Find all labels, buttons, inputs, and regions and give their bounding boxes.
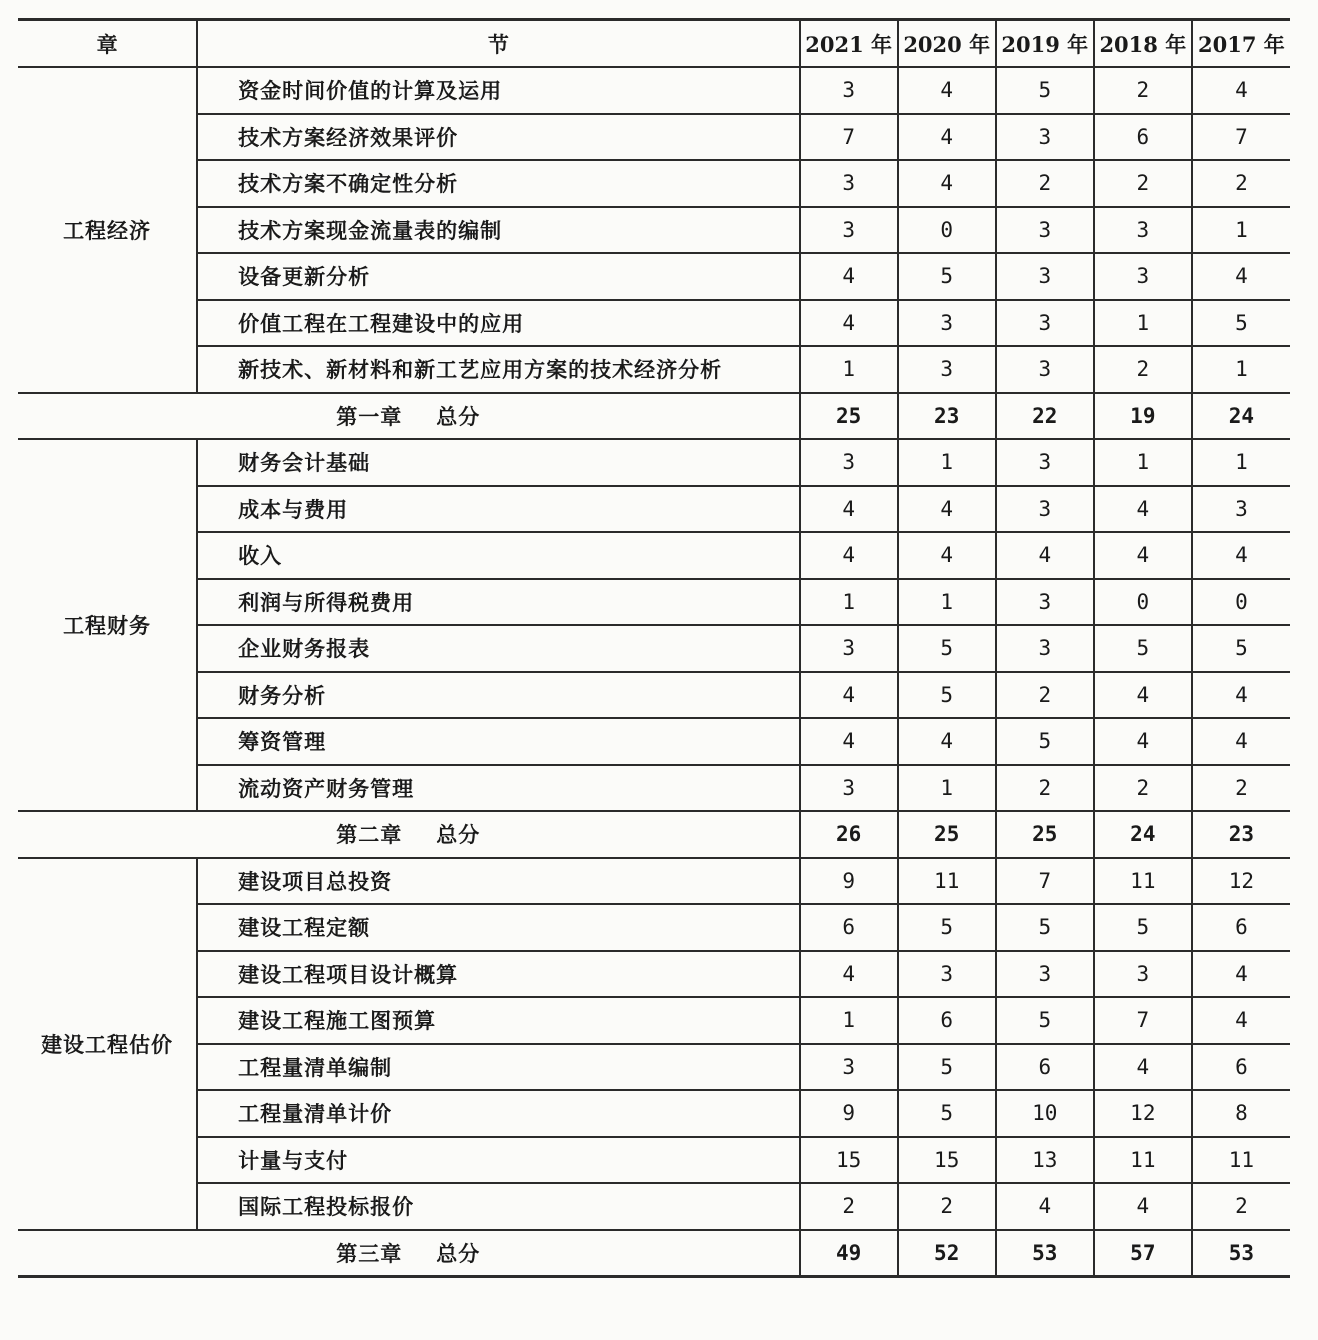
score-cell: 1 [1094, 300, 1192, 347]
score-cell: 4 [800, 486, 898, 533]
table-body [18, 67, 1290, 1277]
score-cell: 6 [1192, 904, 1290, 951]
score-cell: 7 [800, 114, 898, 161]
score-cell: 3 [898, 346, 996, 393]
score-cell: 3 [996, 346, 1094, 393]
score-cell: 4 [898, 160, 996, 207]
chapter-name: 工程财务 [18, 439, 197, 811]
section-name: 设备更新分析 [197, 253, 799, 300]
table-row [18, 951, 1290, 998]
table-row [18, 904, 1290, 951]
table-row [18, 718, 1290, 765]
score-cell: 3 [1094, 951, 1192, 998]
header-year-2017: 2017 年 [1192, 20, 1290, 68]
section-name: 工程量清单计价 [197, 1090, 799, 1137]
score-cell: 7 [1094, 997, 1192, 1044]
score-cell: 4 [800, 951, 898, 998]
score-cell: 3 [800, 765, 898, 812]
score-cell: 12 [1192, 858, 1290, 905]
score-cell: 4 [800, 718, 898, 765]
score-cell: 7 [1192, 114, 1290, 161]
table-row [18, 579, 1290, 626]
score-cell: 4 [800, 253, 898, 300]
score-distribution-table [18, 18, 1290, 1278]
score-cell: 5 [898, 904, 996, 951]
total-cell: 53 [1192, 1230, 1290, 1277]
score-cell: 5 [1094, 625, 1192, 672]
score-cell: 3 [996, 114, 1094, 161]
total-cell: 52 [898, 1230, 996, 1277]
score-cell: 3 [800, 160, 898, 207]
score-cell: 4 [898, 532, 996, 579]
score-cell: 6 [1192, 1044, 1290, 1091]
table-row [18, 67, 1290, 114]
score-cell: 13 [996, 1137, 1094, 1184]
total-cell: 49 [800, 1230, 898, 1277]
score-cell: 2 [996, 672, 1094, 719]
score-cell: 4 [1192, 951, 1290, 998]
score-cell: 4 [800, 532, 898, 579]
score-cell: 1 [1192, 346, 1290, 393]
score-cell: 2 [1094, 765, 1192, 812]
score-cell: 3 [898, 300, 996, 347]
score-cell: 3 [996, 253, 1094, 300]
section-name: 技术方案现金流量表的编制 [197, 207, 799, 254]
score-cell: 2 [1094, 67, 1192, 114]
section-name: 国际工程投标报价 [197, 1183, 799, 1230]
score-cell: 5 [898, 625, 996, 672]
section-name: 财务分析 [197, 672, 799, 719]
chapter-total-label [18, 393, 800, 440]
chapter-total-label-chapter: 第三章 [336, 1240, 403, 1266]
table-row [18, 1137, 1290, 1184]
score-cell: 5 [898, 1090, 996, 1137]
score-cell: 4 [1192, 67, 1290, 114]
score-cell: 2 [1094, 346, 1192, 393]
chapter-total-label-total: 总分 [436, 403, 481, 429]
table-row [18, 346, 1290, 393]
table-row [18, 300, 1290, 347]
section-name: 筹资管理 [197, 718, 799, 765]
table-row [18, 486, 1290, 533]
chapter-total-label-chapter: 第一章 [336, 403, 403, 429]
score-cell: 3 [996, 300, 1094, 347]
score-cell: 0 [898, 207, 996, 254]
score-cell: 3 [996, 579, 1094, 626]
score-cell: 9 [800, 858, 898, 905]
table-row [18, 253, 1290, 300]
total-cell: 19 [1094, 393, 1192, 440]
score-cell: 4 [1094, 1044, 1192, 1091]
score-cell: 10 [996, 1090, 1094, 1137]
score-cell: 9 [800, 1090, 898, 1137]
header-year-2019: 2019 年 [996, 20, 1094, 68]
score-cell: 2 [1192, 765, 1290, 812]
section-name: 技术方案不确定性分析 [197, 160, 799, 207]
score-cell: 5 [1192, 625, 1290, 672]
score-cell: 5 [996, 997, 1094, 1044]
section-name: 技术方案经济效果评价 [197, 114, 799, 161]
score-cell: 11 [1192, 1137, 1290, 1184]
score-cell: 4 [1192, 253, 1290, 300]
score-cell: 2 [1192, 160, 1290, 207]
table-row [18, 532, 1290, 579]
score-cell: 11 [1094, 858, 1192, 905]
total-cell: 24 [1094, 811, 1192, 858]
chapter-total-row [18, 1230, 1290, 1277]
total-cell: 24 [1192, 393, 1290, 440]
section-name: 财务会计基础 [197, 439, 799, 486]
chapter-total-label-total: 总分 [436, 822, 481, 848]
score-cell: 7 [996, 858, 1094, 905]
score-cell: 12 [1094, 1090, 1192, 1137]
score-cell: 1 [1094, 439, 1192, 486]
score-cell: 5 [996, 904, 1094, 951]
score-cell: 3 [898, 951, 996, 998]
total-cell: 22 [996, 393, 1094, 440]
score-cell: 4 [898, 67, 996, 114]
score-cell: 4 [996, 532, 1094, 579]
score-cell: 4 [1192, 532, 1290, 579]
chapter-total-row [18, 811, 1290, 858]
chapter-total-label [18, 811, 800, 858]
score-cell: 5 [1094, 904, 1192, 951]
section-name: 建设工程项目设计概算 [197, 951, 799, 998]
section-name: 计量与支付 [197, 1137, 799, 1184]
score-cell: 3 [996, 486, 1094, 533]
score-cell: 15 [800, 1137, 898, 1184]
score-cell: 1 [898, 765, 996, 812]
section-name: 收入 [197, 532, 799, 579]
score-cell: 4 [1192, 718, 1290, 765]
score-cell: 2 [800, 1183, 898, 1230]
score-cell: 4 [1094, 532, 1192, 579]
chapter-total-row [18, 393, 1290, 440]
score-cell: 0 [1094, 579, 1192, 626]
table-row [18, 439, 1290, 486]
total-cell: 25 [898, 811, 996, 858]
header-section: 节 [197, 20, 799, 68]
score-cell: 3 [800, 439, 898, 486]
score-cell: 5 [898, 253, 996, 300]
score-cell: 4 [1094, 718, 1192, 765]
score-cell: 1 [800, 346, 898, 393]
score-cell: 4 [800, 672, 898, 719]
header-chapter: 章 [18, 20, 197, 68]
table-row [18, 672, 1290, 719]
score-cell: 3 [800, 625, 898, 672]
score-cell: 4 [1094, 1183, 1192, 1230]
score-cell: 1 [1192, 439, 1290, 486]
score-cell: 5 [996, 67, 1094, 114]
score-cell: 6 [800, 904, 898, 951]
total-cell: 23 [1192, 811, 1290, 858]
score-cell: 2 [1094, 160, 1192, 207]
chapter-name: 工程经济 [18, 67, 197, 393]
score-cell: 4 [1192, 672, 1290, 719]
score-cell: 6 [1094, 114, 1192, 161]
table-row [18, 114, 1290, 161]
section-name: 建设工程定额 [197, 904, 799, 951]
section-name: 新技术、新材料和新工艺应用方案的技术经济分析 [197, 346, 799, 393]
score-cell: 1 [1192, 207, 1290, 254]
table-row [18, 765, 1290, 812]
chapter-total-label-chapter: 第二章 [336, 822, 403, 848]
score-cell: 6 [996, 1044, 1094, 1091]
table-row [18, 997, 1290, 1044]
score-cell: 5 [898, 672, 996, 719]
header-year-2018: 2018 年 [1094, 20, 1192, 68]
total-cell: 25 [996, 811, 1094, 858]
chapter-name: 建设工程估价 [18, 858, 197, 1230]
score-cell: 3 [1094, 253, 1192, 300]
score-cell: 6 [898, 997, 996, 1044]
score-cell: 3 [800, 67, 898, 114]
section-name: 流动资产财务管理 [197, 765, 799, 812]
table-row [18, 160, 1290, 207]
score-cell: 3 [996, 439, 1094, 486]
score-cell: 4 [1192, 997, 1290, 1044]
section-name: 利润与所得税费用 [197, 579, 799, 626]
header-year-2020: 2020 年 [898, 20, 996, 68]
score-cell: 1 [800, 997, 898, 1044]
total-cell: 25 [800, 393, 898, 440]
score-cell: 11 [1094, 1137, 1192, 1184]
section-name: 企业财务报表 [197, 625, 799, 672]
score-cell: 4 [800, 300, 898, 347]
score-cell: 2 [1192, 1183, 1290, 1230]
total-cell: 26 [800, 811, 898, 858]
total-cell: 53 [996, 1230, 1094, 1277]
score-cell: 3 [996, 625, 1094, 672]
score-cell: 4 [898, 486, 996, 533]
score-cell: 5 [1192, 300, 1290, 347]
score-cell: 4 [898, 114, 996, 161]
chapter-total-label [18, 1230, 800, 1277]
section-name: 价值工程在工程建设中的应用 [197, 300, 799, 347]
table-row [18, 207, 1290, 254]
score-cell: 3 [996, 207, 1094, 254]
score-cell: 11 [898, 858, 996, 905]
score-cell: 4 [1094, 486, 1192, 533]
score-cell: 4 [996, 1183, 1094, 1230]
score-cell: 15 [898, 1137, 996, 1184]
score-cell: 4 [1094, 672, 1192, 719]
section-name: 工程量清单编制 [197, 1044, 799, 1091]
score-cell: 2 [996, 765, 1094, 812]
total-cell: 57 [1094, 1230, 1192, 1277]
section-name: 建设项目总投资 [197, 858, 799, 905]
header-row [18, 20, 1290, 68]
score-cell: 2 [996, 160, 1094, 207]
score-cell: 8 [1192, 1090, 1290, 1137]
score-cell: 2 [898, 1183, 996, 1230]
score-cell: 1 [898, 439, 996, 486]
section-name: 建设工程施工图预算 [197, 997, 799, 1044]
table-row [18, 625, 1290, 672]
score-cell: 3 [1094, 207, 1192, 254]
total-cell: 23 [898, 393, 996, 440]
score-cell: 1 [898, 579, 996, 626]
chapter-total-label-total: 总分 [436, 1240, 481, 1266]
score-cell: 5 [996, 718, 1094, 765]
table-row [18, 1090, 1290, 1137]
header-year-2021: 2021 年 [800, 20, 898, 68]
score-cell: 3 [996, 951, 1094, 998]
table-row [18, 858, 1290, 905]
score-cell: 5 [898, 1044, 996, 1091]
score-cell: 3 [1192, 486, 1290, 533]
score-cell: 0 [1192, 579, 1290, 626]
section-name: 成本与费用 [197, 486, 799, 533]
score-cell: 3 [800, 207, 898, 254]
score-cell: 1 [800, 579, 898, 626]
table-row [18, 1183, 1290, 1230]
score-cell: 4 [898, 718, 996, 765]
score-cell: 3 [800, 1044, 898, 1091]
section-name: 资金时间价值的计算及运用 [197, 67, 799, 114]
table-row [18, 1044, 1290, 1091]
